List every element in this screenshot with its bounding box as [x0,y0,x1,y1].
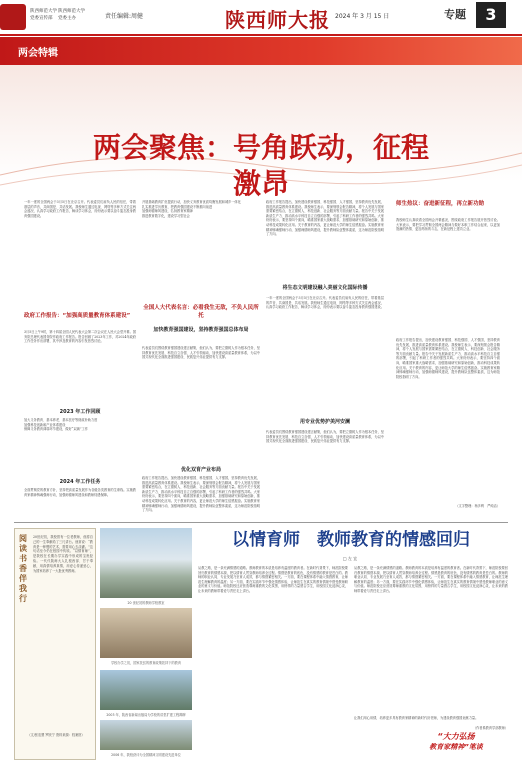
right-subhead-3-body: 我校师生认真收看全国两会开幕盛况，围绕政府工作报告展开热烈讨论。大家表示，要把学习贯彻全国两会精神与做好本职工作结合起来，以更加饱满的热情、更加昂扬的斗志，在新征程上建功立业。 [396,218,500,232]
reading-sidebar [14,528,96,760]
lead-body-col3: 政府工作报告提出，加快建设教育强国、科技强国、人才强国，坚持教育优先发展，推进高质量教育体系建设。我校师生表示，要深刻领会报告精神，将个人发展与国家需要紧密结合，在立德树人、科技创新、社会服务等方面贡献力量。报告中关于发展新质生产力、推动高水平科技自立自强的部署，引起了科研工作者的强烈共鸣。大家纷纷表示，要坚持四个面向，瞄准国家重大战略需求，加强基础研究和原始创新，推动科技成果转化应用。关于教育的内容，更让师范大学的师生倍感振奋。实施教育家精神铸魂强师行动，加强师德师风建设，提升教师队伍整体素质，这为师范院校指明了方向。 [266,200,384,237]
list-item: 扎实推进学历教育，把教育强国建设不断推向前进 [142,204,213,209]
photo-2 [100,608,192,658]
banner-line-1: “大力弘扬 [437,732,475,741]
caption-3: 2003 年，陕西省新闻出版局为学校的讲堂扩建工程揭牌 [106,713,186,717]
masthead-publisher: 陕西师范大学 党委宣传部 [30,9,57,21]
lead-body-col4: 政府工作报告提出，加快建设教育强国、科技强国、人才强国，坚持教育优先发展，推进高质量教育体系建设。我校师生表示，要深刻领会报告精神，将个人发展与国家需要紧密结合，在立德树人、科技创新、社会服务等方面贡献力量。报告中关于发展新质生产力、推动高水平科技自立自强的部署，引起了科研工作者的强烈共鸣。大家纷纷表示，要坚持四个面向，瞄准国家重大战略需求，加强基础研究和原始创新，推动科技成果转化应用。关于教育的内容，更让师范大学的师生倍感振奋。实施教育家精神铸魂强师行动，加强师德师风建设，提升教师队伍整体素质，这为师范院校指明了方向。 [396,338,500,379]
feature-body-col1: 从教之路，是一条充满情感的道路。教师教育的本质是培养有温度的教育者。在新时代背景下，师范院校要回归教育的情感本源，把以情育人贯穿教师培养全过程。情感是教育的底色，没有情感的教育是苍白的。教师的职业认同、专业发展乃至育人成效，都与情感紧密相关。一方面，要在课程体系中融入情感教育，让师范生理解教育的温度；另一方面，要在实践环节中强化情感体验，让师范生在真实的教育情境中感受教师职业的意义与价值。师范院校还应营造尊师重教的文化氛围，用榜样的力量感召学生，用校园文化浸润心灵，让未来的教师带着爱与责任走上讲台。 [198,566,348,593]
section-divider [14,522,508,523]
right-subhead-1-body: 一年一度的全国两会于3月5日在北京召开。代表委员们肩负人民的信任，带着基层的声音，共商国是、共话发展。我校师生通过电视、网络等多种方式关注两会盛况，认真学习政府工作报告，畅谈学习体会，纷纷表示要以奋斗姿态投身教育强国建设。 [266,296,384,310]
caption-2: 学校办学之初，国家扶贫的教育政策扶持下的教育 [110,661,182,665]
sidebar-author: （文/张忠慧 罗欣宁 资料来源：档案馆） [27,733,85,737]
right-subhead-2-body: 代表委员们围绕教育强国建设建言献策，他们认为，要把立德树人作为根本任务，坚持教育优先发展、科技自立自强、人才引领驱动，加快建设高质量教育体系，为以中国式现代化全面推进强国建设、民族复兴伟业提供有力支撑。 [266,430,384,444]
left-subhead-3-body: 全面贯彻党的教育方针，坚持把高质量发展作为各级各类教育的生命线。实施教育家精神铸魂强师行动，加强师德师风建设和教师待遇保障。 [24,488,136,497]
left-subhead-3: 2024 年工作任务 [59,479,101,485]
list-item: 保障义务教育薄弱环节建设，做好“双减”工作 [24,427,88,432]
section-label: 专题 [444,8,466,21]
lead-headline: 两会聚焦：号角跃动，征程激昂 [92,131,429,200]
list-item: 推进教育数字化，建设学习型社会 [142,213,190,218]
photo-4 [100,720,192,750]
photo-3 [100,670,192,710]
caption-4: 2006 年，我校获评为全国精神文明建设先进单位 [111,753,181,757]
essay-banner [404,732,508,762]
list-item: 加强科技创新和产业体系建设 [24,422,66,427]
right-subhead-3: 师生热议：奋进新征程，再立新功勋 [396,201,485,207]
left-subhead-2-list [24,418,136,476]
section-band [0,37,522,65]
lead-bullets [142,200,260,302]
sidebar-body: 20世纪初，我校曾有一位老教师，他将自己的一生奉献给了三尺讲台。他常说：“教育是一种慢的艺术，需要用心去浇灌。”这句话至今仍在校园中传颂。“以情育师”，是我校在长期办学实践中形成的宝贵经验。一代代陕师大人扎根西部、甘于奉献，用真情培养真情，用爱心传递爱心，为国家培养了一大批优秀教师。 [33,535,93,573]
page-number: 3 [476,2,506,28]
masthead-sponsor: 陕西师范大学 党委主办 [58,9,85,21]
left-subhead-1-body: 3月5日上午9时，第十四届全国人民代表大会第二次会议在人民大会堂开幕。国务院总理代表国务院作政府工作报告。报告回顾了2023年工作，对2024年政府工作任务作出部署，其中涉及教育的内容引发热烈讨论。 [24,330,136,344]
mid-subhead-2: 加快教育强国建设，坚持教育强国总体布局 [153,327,249,333]
lead-signature: （文字整理：杨多利 严纯洁） [455,504,500,508]
banner-line-2: 教育家精神”笔谈 [429,743,483,751]
feature-author-note: （作者系教育学部教师） [472,726,508,730]
sidebar-title: 阅读书香伴我行 [19,533,27,603]
left-subhead-1: 政府工作报告：“加强高质量教育体系建设” [24,313,131,319]
lead-intro: 一年一度的全国两会于3月5日在北京召开。代表委员们肩负人民的信任，带着基层的声音，共商国是、共话发展。我校师生通过电视、网络等多种方式关注两会盛况，认真学习政府工作报告，畅谈学习体会，纷纷表示要以奋斗姿态投身教育强国建设。 [24,200,136,218]
issue-date: 2024 年 3 月 15 日 [335,13,390,20]
mid-subhead-1: 全国人大代表名言：必看我生无敌，不负人民所托 [143,305,259,319]
left-subhead-2: 2023 年工作回顾 [59,409,101,415]
list-item: 开展基础教育扩优提质行动，加快义务教育优质均衡发展和城乡一体化 [142,200,241,204]
list-item: 加强师德师风建设，弘扬教育家精神 [142,209,193,214]
masthead-logo-text: 陕西师大报 [225,8,330,32]
newspaper-logo [0,4,26,30]
feature-headline: 以情育师 教师教育的情感回归 [232,530,470,550]
editor-label: 责任编辑:周健 [105,13,144,20]
feature-closing: 让我们用心用情，培养更多具有教育家精神的新时代好老师，为建设教育强国贡献力量。 [354,716,479,720]
caption-1: 20 世纪初的教师学校教室 [127,601,165,605]
right-subhead-1: 将生态文明建设融入美丽文化国际传播 [282,285,368,291]
feature-body-col2: 从教之路，是一条充满情感的道路。教师教育的本质是培养有温度的教育者。在新时代背景下，师范院校要回归教育的情感本源，把以情育人贯穿教师培养全过程。情感是教育的底色，没有情感的教育是苍白的。教师的职业认同、专业发展乃至育人成效，都与情感紧密相关。一方面，要在课程体系中融入情感教育，让师范生理解教育的温度；另一方面，要在实践环节中强化情感体验，让师范生在真实的教育情境中感受教师职业的意义与价值。师范院校还应营造尊师重教的文化氛围，用榜样的力量感召学生，用校园文化浸润心灵，让未来的教师带着爱与责任走上讲台。 [354,566,508,593]
photo-1 [100,528,192,598]
mid-subhead-2-body: 代表委员们围绕教育强国建设建言献策，他们认为，要把立德树人作为根本任务，坚持教育优先发展、科技自立自强、人才引领驱动，加快建设高质量教育体系，为以中国式现代化全面推进强国建设、民族复兴伟业提供有力支撑。 [142,346,260,360]
mid-subhead-3: 优化双育产业布局 [180,467,221,473]
masthead-rule [0,34,522,36]
right-subhead-2: 用专业优势护美河安澜 [299,419,350,425]
mid-subhead-3-body: 政府工作报告提出，加快建设教育强国、科技强国、人才强国，坚持教育优先发展，推进高质量教育体系建设。我校师生表示，要深刻领会报告精神，将个人发展与国家需要紧密结合，在立德树人、科技创新、社会服务等方面贡献力量。报告中关于发展新质生产力、推动高水平科技自立自强的部署，引起了科研工作者的强烈共鸣。大家纷纷表示，要坚持四个面向，瞄准国家重大战略需求，加强基础研究和原始创新，推动科技成果转化应用。关于教育的内容，更让师范大学的师生倍感振奋。实施教育家精神铸魂强师行动，加强师德师风建设，提升教师队伍整体素质，这为师范院校指明了方向。 [142,476,260,513]
feature-byline: □ 左 宜 [342,556,358,561]
list-item: 加大义务教育、基本养老、基本医疗等财政补助力度 [24,418,98,422]
section-band-label: 两会特辑 [18,48,58,59]
